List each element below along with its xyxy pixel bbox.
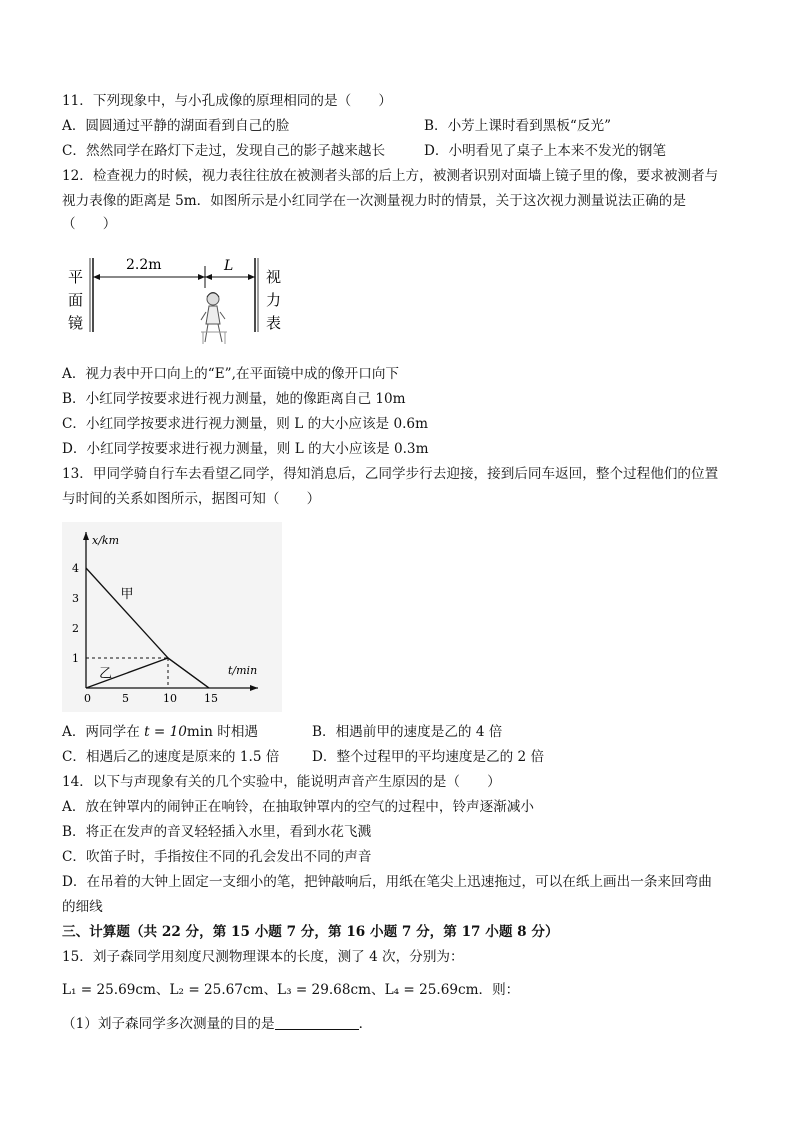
series-label-yi: 乙 [99,666,113,682]
series-label-jia: 甲 [120,587,134,602]
chart-background [62,522,282,712]
chart-label-3: 表 [266,314,282,332]
q12-option-c: C．小红同学按要求进行视力测量，则 L 的大小应该是 0.6m [62,416,428,432]
q15-measurements: L₁ = 25.69cm、L₂ = 25.67cm、L₃ = 29.68cm、L₄ = 25.69cm．则： [62,982,520,998]
x-tick-label: 10 [163,692,177,705]
q14-option-d-line2: 的细线 [62,899,103,915]
q13-option-a-suffix: min 时相遇 [186,724,259,740]
q13-option-d: D．整个过程甲的平均速度是乙的 2 倍 [312,749,545,765]
q14-option-d-line1: D．在吊着的大钟上固定一支细小的笔，把钟敲响后，用纸在笔尖上迅速拖过，可以在纸上画出一条来回弯曲 [62,874,712,890]
distance-label-L: L [224,258,234,274]
y-tick-label: 4 [72,562,79,575]
x-axis-label: t/min [228,664,258,677]
q15-sub1-end: ． [358,1016,373,1032]
q14-option-a: A．放在钟罩内的闹钟正在响铃，在抽取钟罩内的空气的过程中，铃声逐渐减小 [62,799,535,815]
q11-option-d: D．小明看见了桌子上本来不发光的钢笔 [424,143,666,159]
mirror-label-3: 镜 [68,314,84,332]
q12-option-a: A．视力表中开口向上的“E”,在平面镜中成的像开口向下 [62,366,400,382]
position-time-chart [62,522,282,712]
q11-option-c: C．然然同学在路灯下走过，发现自己的影子越来越长 [62,143,386,159]
y-tick-label: 1 [72,652,79,665]
mirror-label-1: 平 [68,268,84,286]
q13-option-a-prefix: A．两同学在 [62,724,145,740]
q12-option-b: B．小红同学按要求进行视力测量，她的像距离自己 10m [62,391,406,407]
q12-stem-line3: （ ） [62,216,117,232]
arrow-left-icon [93,274,100,280]
x-tick-label: 0 [84,692,91,705]
arrow-right-icon-2 [248,274,255,280]
y-tick-label: 3 [72,592,79,605]
q15-sub1 [62,1014,372,1034]
q13-option-c: C．相遇后乙的速度是原来的 1.5 倍 [62,749,280,765]
y-axis-label: x/km [92,534,120,547]
q12-stem-line2: 视力表像的距离是 5m．如图所示是小红同学在一次测量视力时的情景，关于这次视力测量说法正确的是 [62,193,686,209]
x-tick-label: 5 [122,692,129,705]
girl-figure [201,293,227,345]
q12-option-d: D．小红同学按要求进行视力测量，则 L 的大小应该是 0.3m [62,441,429,457]
q11-stem: 11．下列现象中，与小孔成像的原理相同的是（ ） [62,93,392,109]
q15-stem: 15．刘子森同学用刻度尺测物理课本的长度，测了 4 次，分别为： [62,949,464,965]
q11-option-b: B．小芳上课时看到黑板“反光” [424,118,612,134]
arrow-right-icon [198,274,205,280]
q13-stem-line1: 13．甲同学骑自行车去看望乙同学，得知消息后，乙同学步行去迎接，接到后同车返回，整个过程他们的位置 [62,466,719,482]
q14-option-b: B．将正在发声的音叉轻轻插入水里，看到水花飞溅 [62,824,372,840]
q15-sub1-text: （1）刘子森同学多次测量的目的是 [62,1016,275,1032]
q14-stem: 14．以下与声现象有关的几个实验中，能说明声音产生原因的是（ ） [62,774,501,790]
q13-option-b: B．相遇前甲的速度是乙的 4 倍 [312,724,503,740]
q14-option-c: C．吹笛子时，手指按住不同的孔会发出不同的声音 [62,849,372,865]
q13-option-a [62,722,258,742]
q11-option-a: A．圆圆通过平静的湖面看到自己的脸 [62,118,290,134]
distance-label-2-2m: 2.2m [126,257,162,273]
mirror-label-2: 面 [68,291,84,309]
arrow-left-icon-2 [205,274,212,280]
answer-blank[interactable] [275,1015,359,1030]
q13-option-a-math: t = 10 [144,724,187,740]
chart-label-2: 力 [266,291,282,309]
q12-stem-line1: 12．检查视力的时候，视力表往往放在被测者头部的后上方，被测者识别对面墙上镜子里的像，要求被测者与 [62,168,719,184]
section-3-title: 三、计算题（共 22 分，第 15 小题 7 分，第 16 小题 7 分，第 17 小题 8 分） [62,924,559,940]
y-tick-label: 2 [72,622,79,635]
eye-test-figure [62,252,302,360]
q13-stem-line2: 与时间的关系如图所示，据图可知（ ） [62,491,321,507]
x-tick-label: 15 [204,692,218,705]
chart-label-1: 视 [266,268,282,286]
